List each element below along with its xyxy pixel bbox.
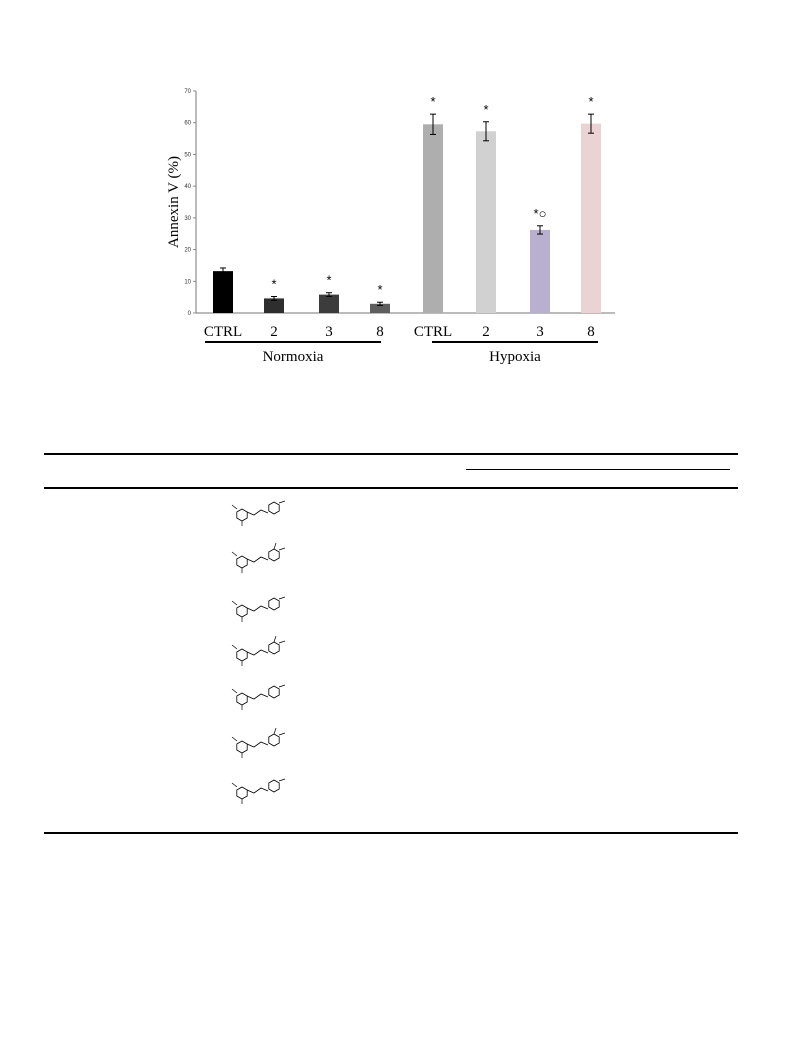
y-tick-label: 50 [184, 152, 191, 159]
chemical-structure-3 [228, 589, 294, 630]
significance-marker: * [271, 276, 277, 292]
group-label: Normoxia [262, 349, 324, 365]
category-label: 3 [536, 324, 544, 340]
structure-drawing [228, 677, 294, 713]
bar [319, 295, 339, 313]
category-label: 8 [376, 324, 384, 340]
bar [423, 124, 443, 313]
bar [581, 124, 601, 313]
table-header-rule [44, 487, 738, 489]
chemical-structure-1 [228, 493, 294, 534]
chemical-structure-7 [228, 771, 294, 812]
significance-marker: * [588, 94, 594, 110]
structure-drawing [228, 540, 294, 576]
significance-marker: *○ [533, 205, 547, 221]
structure-drawing [228, 633, 294, 669]
structure-drawing [228, 589, 294, 625]
y-tick-label: 40 [184, 184, 191, 191]
category-label: 8 [587, 324, 595, 340]
category-label: CTRL [413, 324, 453, 340]
group-label: Hypoxia [489, 349, 541, 365]
bar [476, 131, 496, 313]
structure-drawing [228, 493, 294, 529]
y-tick-label: 30 [184, 215, 191, 222]
y-tick-label: 70 [184, 89, 191, 95]
bar [530, 230, 550, 313]
table-header-subrule [466, 469, 730, 470]
bar [213, 271, 233, 313]
significance-marker: * [326, 272, 332, 288]
y-tick-label: 20 [184, 247, 191, 254]
annexin-bar-chart [0, 0, 793, 400]
structure-drawing [228, 725, 294, 761]
category-label: 2 [270, 324, 278, 340]
y-tick-label: 60 [184, 120, 191, 127]
significance-marker: * [430, 94, 436, 110]
y-tick-label: 0 [187, 311, 191, 317]
y-tick-label: 10 [184, 279, 191, 286]
category-label: 3 [325, 324, 333, 340]
table-top-rule [44, 453, 738, 455]
table-bottom-rule [44, 832, 738, 834]
y-axis [184, 89, 615, 317]
chemical-structure-5 [228, 677, 294, 718]
significance-marker: * [483, 101, 489, 117]
structure-drawing [228, 771, 294, 807]
category-label: 2 [482, 324, 490, 340]
significance-marker: * [377, 282, 383, 298]
category-label: CTRL [203, 324, 243, 340]
chemical-structure-4 [228, 633, 294, 674]
y-axis-label: Annexin V (%) [166, 156, 182, 248]
bars [213, 94, 601, 313]
category-labels [204, 324, 598, 365]
chemical-structure-2 [228, 540, 294, 581]
chemical-structure-6 [228, 725, 294, 766]
